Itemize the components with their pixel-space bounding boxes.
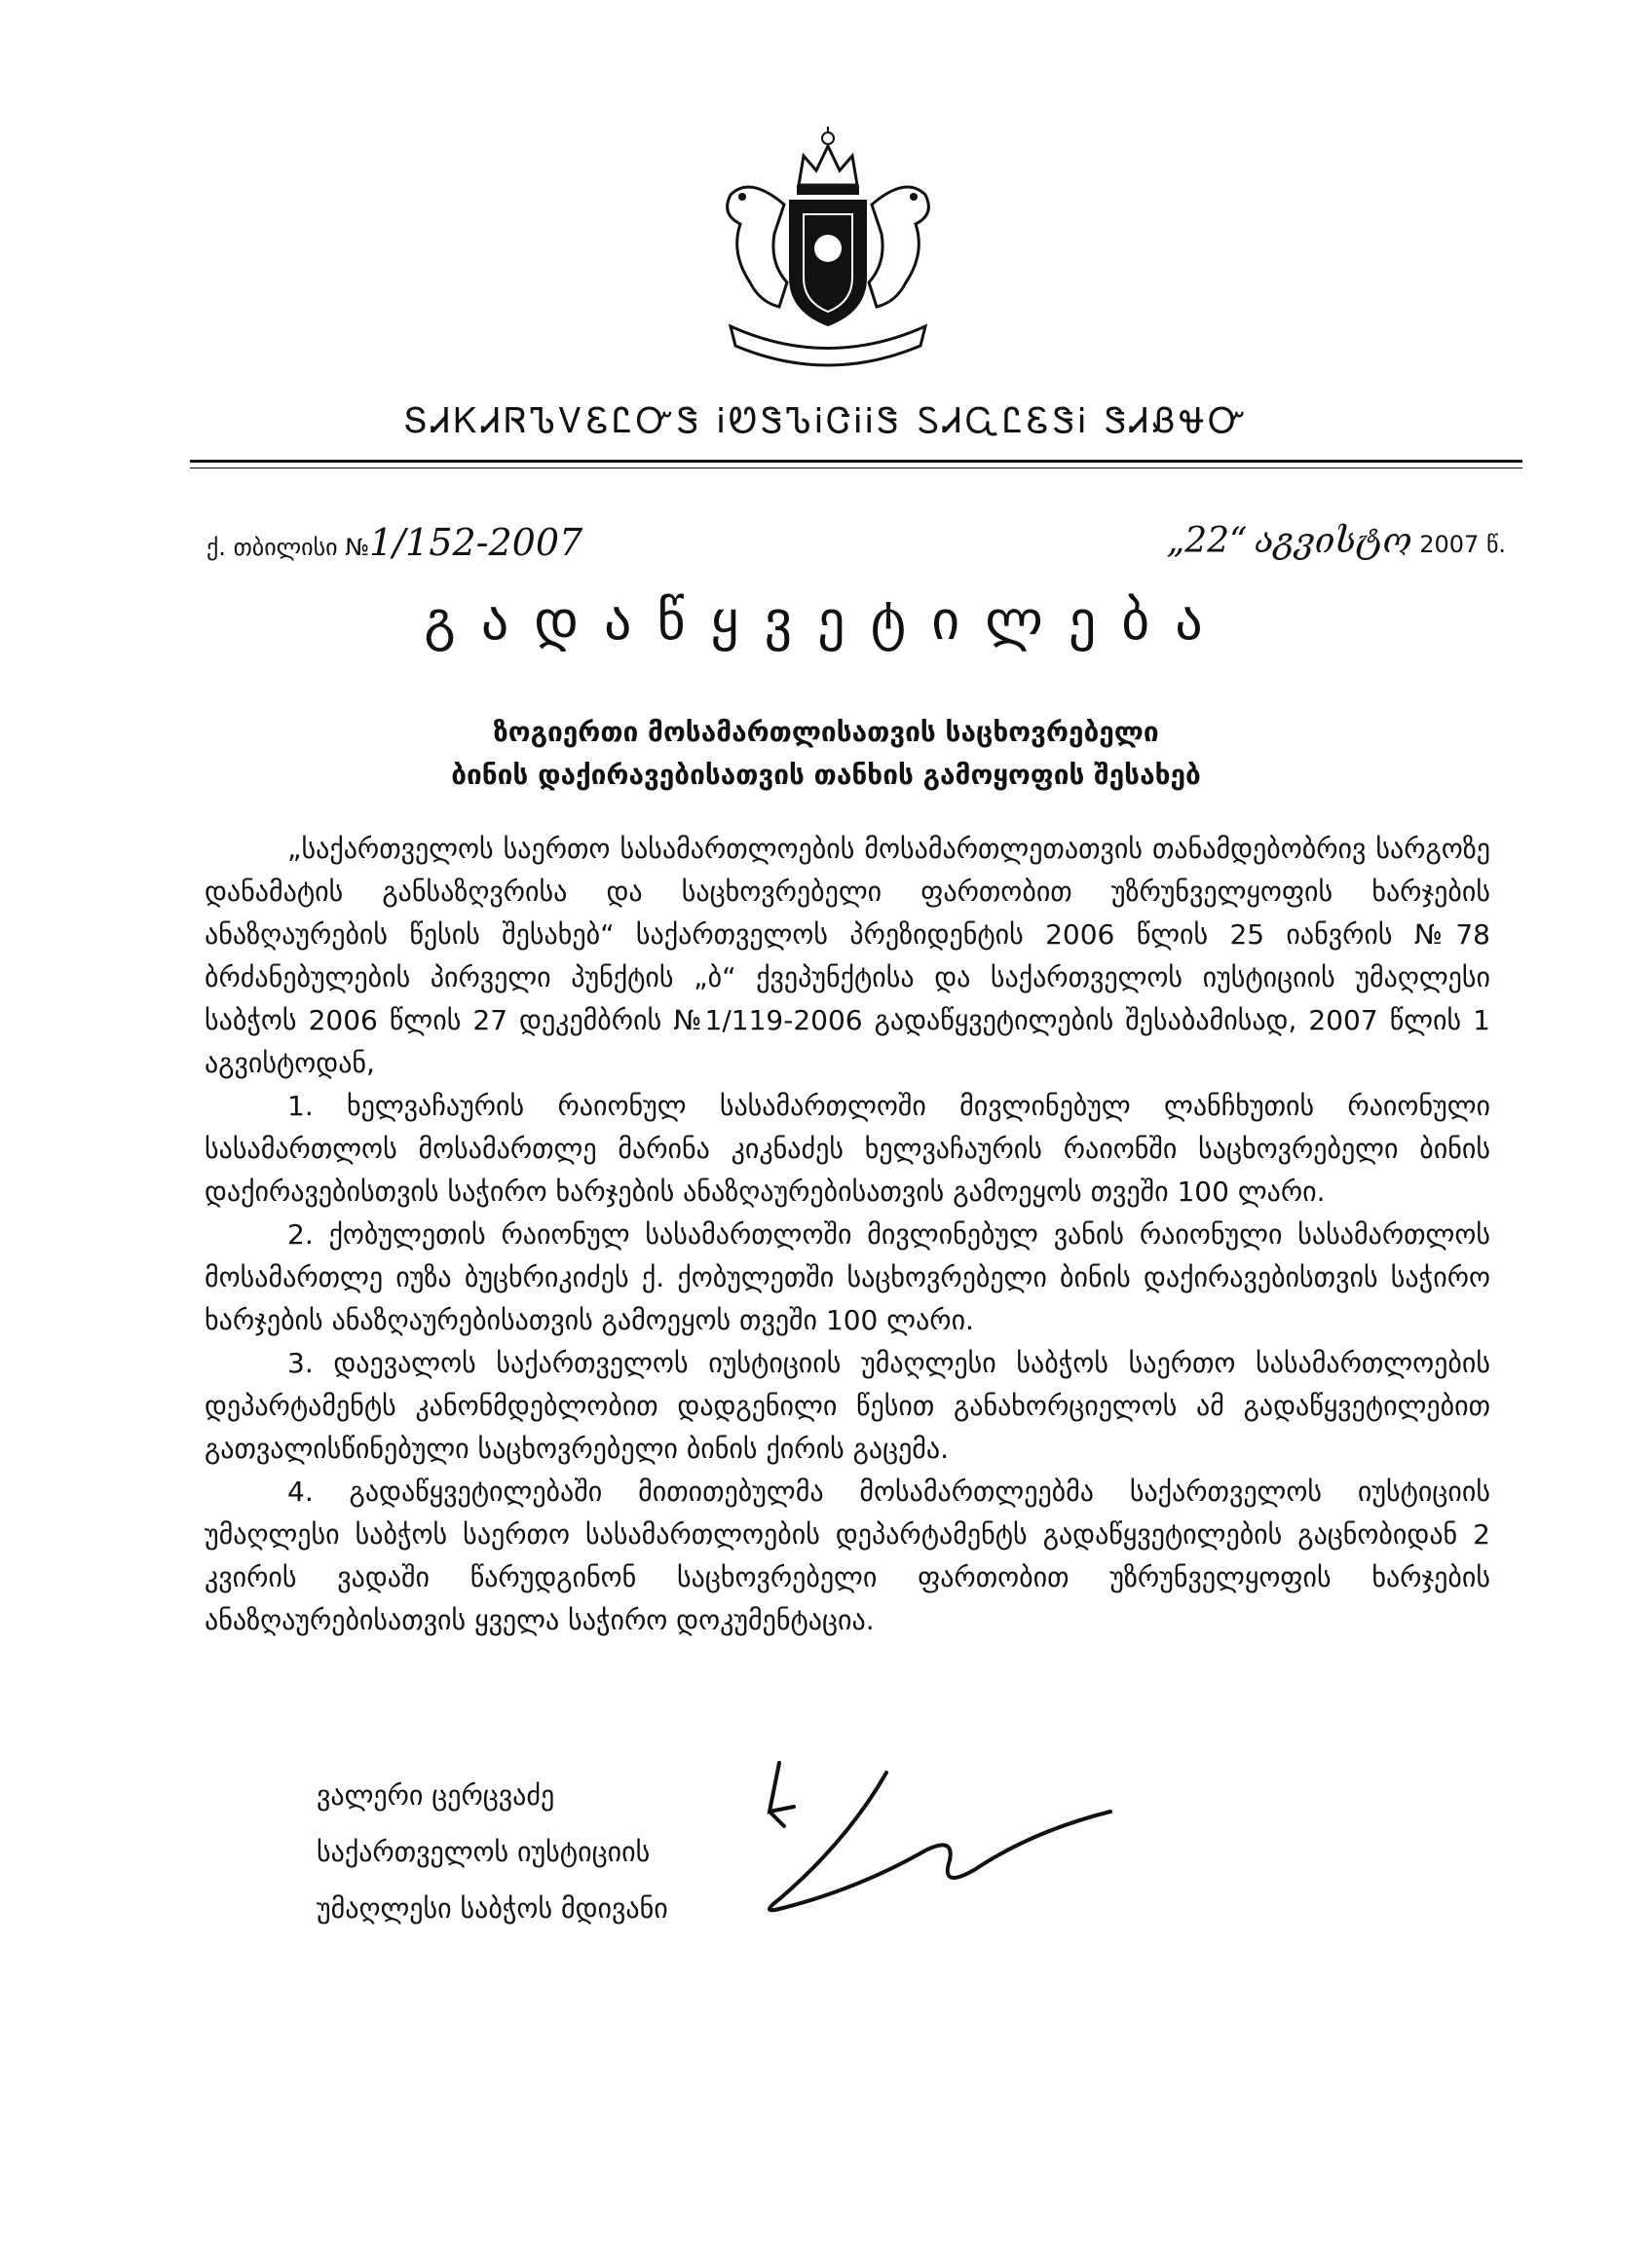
document-body — [205, 828, 1490, 1642]
document-number-line — [206, 521, 582, 564]
institution-name: ՏᏗᏦᏗᏒᏖᏙᏋᏝᏅᏕ ᎥᏬᏕᏖᎥᏣᎥᎥᏕ ᏚᏗᏩᏝᏋᏕᎥ ᏕᏗᏰᏠᏅ — [402, 401, 1250, 441]
signatory-title-2: უმაღლესი საბჭოს მდივანი — [317, 1892, 668, 1925]
date-day: „22“ — [1166, 521, 1248, 561]
item-paragraph-2: 2. ქობულეთის რაიონულ სასამართლოში მივლინებულ ვანის რაიონული სასამართლოს მოსამართლე იუზა ბუცხრიკიძეს ქ. ქობულეთში საცხოვრებელი ბინის დაქირავებისთვის საჭირო ხარჯების ანაზღაურებისათვის გამოეყოს თვეში 100 ლარი. — [205, 1218, 1490, 1336]
signatory-name: ვალერი ცერცვაძე — [317, 1779, 555, 1812]
signatory-block — [317, 1768, 668, 1937]
item-paragraph-4: 4. გადაწყვეტილებაში მითითებულმა მოსამართლეებმა საქართველოს იუსტიციის უმაღლესი საბჭოს საერთო სასამართლოების დეპარტამენტს გადაწყვეტილების გაცნობიდან 2 კვირის ვადაში წარუდგინონ საცხოვრებელი ფართობით უზრუნველყოფის ხარჯების ანაზღაურებისათვის ყველა საჭირო დოკუმენტაცია. — [205, 1476, 1490, 1636]
coat-of-arms-icon — [672, 117, 984, 370]
document-date-line — [1167, 521, 1506, 561]
document-number: 1/152-2007 — [369, 521, 583, 564]
item-paragraph-1: 1. ხელვაჩაურის რაიონულ სასამართლოში მივლინებულ ლანჩხუთის რაიონული სასამართლოს მოსამართლე მარინა კიკნაძეს ხელვაჩაურის რაიონში საცხოვრებელი ბინის დაქირავებისთვის საჭირო ხარჯების ანაზღაურებისათვის გამოეყოს თვეში 100 ლარი. — [205, 1090, 1490, 1208]
subject-line-2: ბინის დაქირავებისათვის თანხის გამოყოფის შესახებ — [451, 759, 1201, 791]
signatory-title-1: საქართველოს იუსტიციის — [317, 1836, 651, 1868]
signature-icon — [740, 1753, 1149, 1938]
item-paragraph-3: 3. დაევალოს საქართველოს იუსტიციის უმაღლესი საბჭოს საერთო სასამართლოების დეპარტამენტს კანონმდებლობით დადგენილი წესით განახორციელოს ამ გადაწყვეტილებით გათვალისწინებული საცხოვრებელი ბინის ქირის გაცემა. — [205, 1347, 1490, 1465]
city-label: ქ. თბილისი № — [206, 534, 370, 561]
subject-line-1: ზოგიერთი მოსამართლისათვის საცხოვრებელი — [493, 716, 1159, 748]
header-rule — [190, 460, 1522, 463]
date-month: აგვისტო — [1255, 521, 1412, 561]
document-title: გადაწყვეტილება — [424, 589, 1228, 653]
date-year: 2007 წ. — [1419, 531, 1506, 558]
document-subject — [0, 711, 1652, 797]
preamble-paragraph: „საქართველოს საერთო სასამართლოების მოსამართლეთათვის თანამდებობრივ სარგოზე დანამატის განსაზღვრისა და საცხოვრებელი ფართობით უზრუნველყოფის ხარჯების ანაზღაურების წესის შესახებ“ საქართველოს პრეზიდენტის 2006 წლის 25 იანვრის №78 ბრძანებულების პირველი პუნქტის „ბ“ ქვეპუნქტისა და საქართველოს იუსტიციის უმაღლესი საბჭოს 2006 წლის 27 დეკემბრის №1/119-2006 გადაწყვეტილების შესაბამისად, 2007 წლის 1 აგვისტოდან, — [205, 833, 1490, 1079]
